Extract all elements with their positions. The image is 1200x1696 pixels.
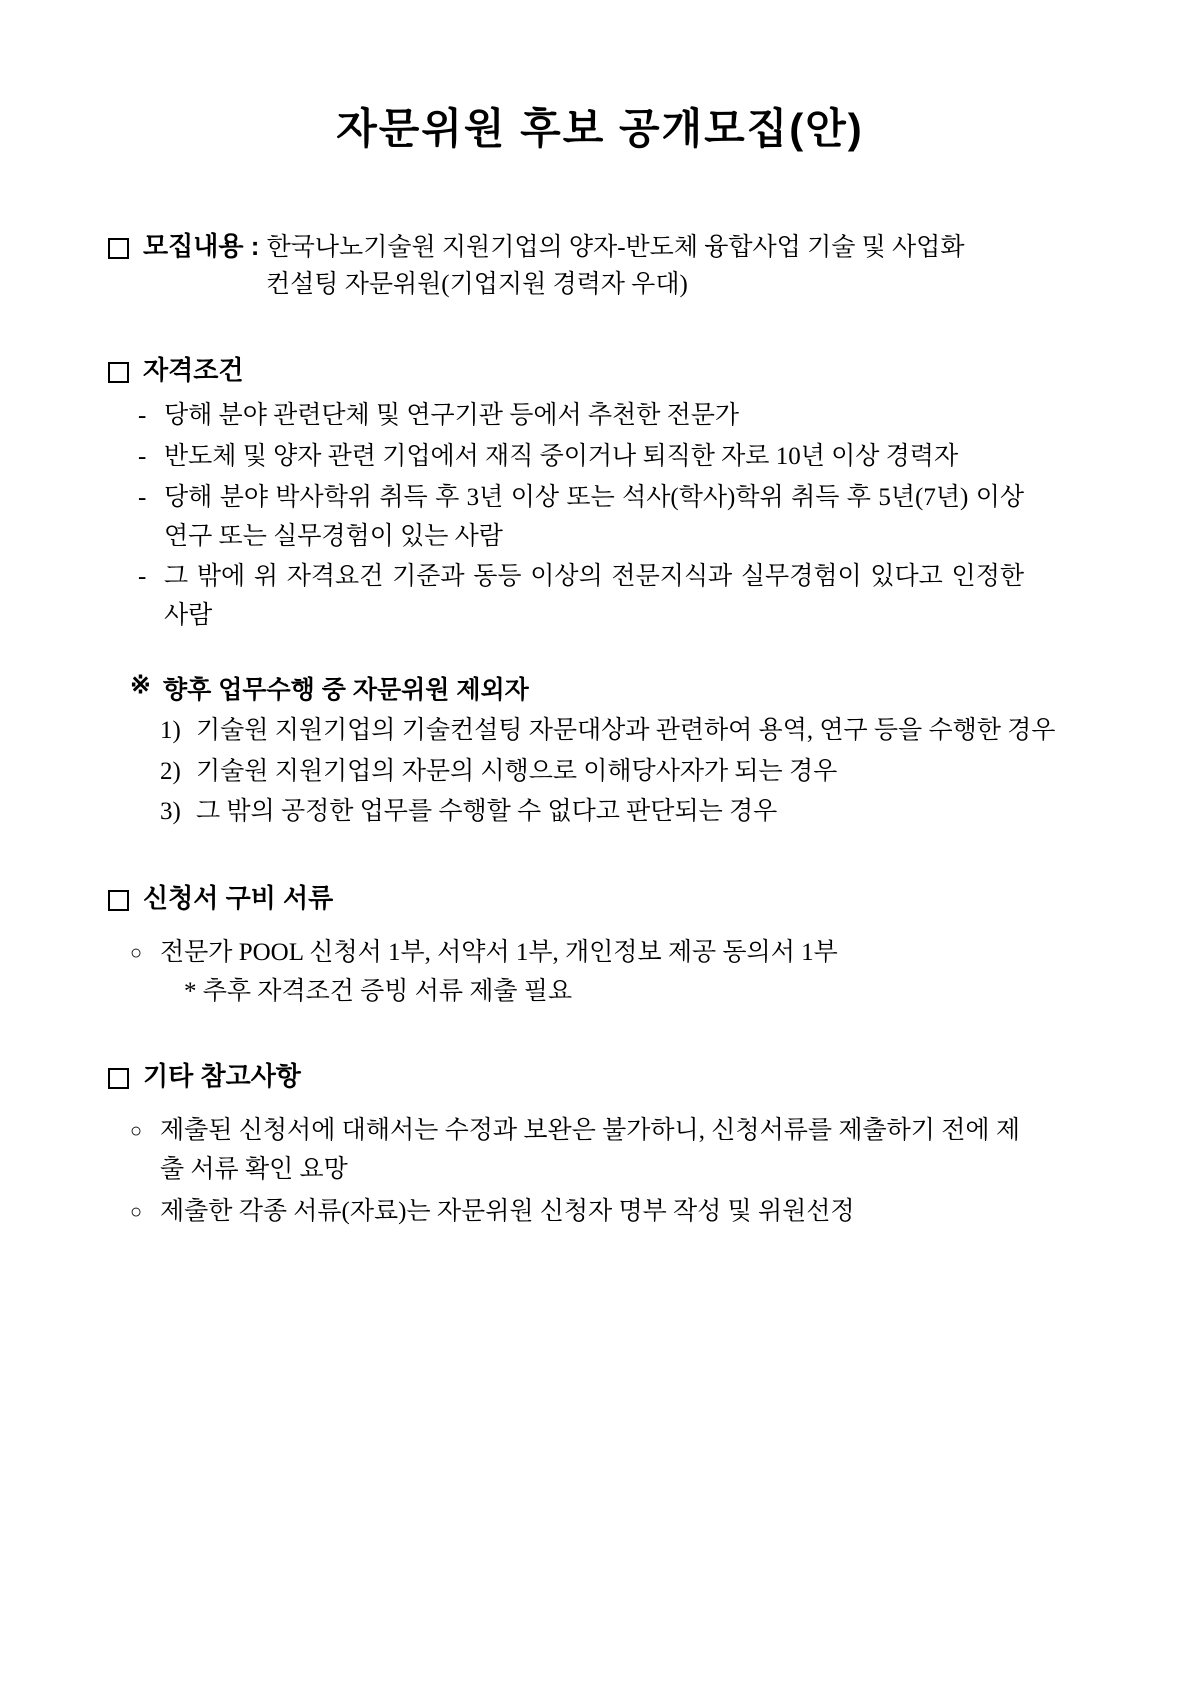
square-bullet-icon — [108, 238, 129, 259]
list-item — [108, 753, 1092, 792]
recruit-heading-wrap — [143, 228, 964, 266]
circle-bullet-icon: ○ — [130, 1119, 143, 1142]
list-item — [108, 934, 1092, 1010]
list-item-text: 그 밖에 위 자격요건 기준과 동등 이상의 전문지식과 실무경험이 있다고 인정한 사람 — [164, 563, 1024, 630]
documents-heading: 신청서 구비 서류 — [143, 883, 334, 914]
list-item — [108, 479, 1092, 557]
section-notes — [108, 1058, 1092, 1232]
exclusion-list — [108, 712, 1092, 832]
list-number: 3) — [160, 798, 181, 826]
documents-list — [108, 934, 1092, 1010]
dash-mark: - — [138, 563, 147, 591]
reference-mark-icon: ※ — [130, 670, 151, 699]
exclusion-heading: 향후 업무수행 중 자문위원 제외자 — [162, 675, 529, 704]
list-item-text: 기술원 지원기업의 기술컨설팅 자문대상과 관련하여 용역, 연구 등을 수행한 경우 — [196, 716, 1056, 744]
documents-heading-row — [108, 880, 1092, 918]
notes-list — [108, 1112, 1092, 1232]
recruit-heading-row — [108, 228, 1092, 266]
section-qualification — [108, 352, 1092, 636]
documents-sub-note: * 추후 자격조건 증빙 서류 제출 필요 — [184, 977, 573, 1005]
circle-bullet-icon: ○ — [130, 941, 143, 964]
square-bullet-icon — [108, 890, 129, 911]
list-number: 2) — [160, 757, 181, 785]
list-item — [108, 793, 1092, 832]
dash-mark: - — [138, 402, 147, 430]
recruit-body-line2: 컨설팅 자문위원(기업지원 경력자 우대) — [266, 271, 688, 299]
list-item — [108, 438, 1092, 477]
qualification-heading-row — [108, 352, 1092, 390]
section-recruit — [108, 228, 1092, 304]
page-title: 자문위원 후보 공개모집(안) — [336, 105, 864, 152]
section-documents — [108, 880, 1092, 1010]
list-item-text: 당해 분야 박사학위 취득 후 3년 이상 또는 석사(학사)학위 취득 후 5년(7년) 이상 연구 또는 실무경험이 있는 사람 — [164, 483, 1024, 550]
list-item — [108, 712, 1092, 751]
recruit-heading: 모집내용 : — [143, 231, 260, 261]
dash-mark: - — [138, 443, 147, 471]
list-item-text: 기술원 지원기업의 자문의 시행으로 이해당사자가 되는 경우 — [196, 757, 838, 785]
notes-heading-row — [108, 1058, 1092, 1096]
list-item-text: 반도체 및 양자 관련 기업에서 재직 중이거나 퇴직한 자로 10년 이상 경력자 — [164, 443, 959, 471]
section-exclusion — [108, 670, 1092, 832]
dash-mark: - — [138, 483, 147, 511]
notes-heading: 기타 참고사항 — [143, 1061, 301, 1092]
list-item-text: 그 밖의 공정한 업무를 수행할 수 없다고 판단되는 경우 — [196, 798, 778, 826]
circle-bullet-icon: ○ — [130, 1201, 143, 1224]
qualification-list — [108, 397, 1092, 636]
list-item-text: 제출한 각종 서류(자료)는 자문위원 신청자 명부 작성 및 위원선정 — [160, 1198, 855, 1226]
list-item — [108, 1193, 1092, 1232]
list-item-wrap — [160, 934, 838, 1010]
list-item — [108, 1112, 1092, 1190]
list-item-text: 당해 분야 관련단체 및 연구기관 등에서 추천한 전문가 — [164, 402, 740, 430]
list-item-text: 제출된 신청서에 대해서는 수정과 보완은 불가하니, 신청서류를 제출하기 전에 제출 서류 확인 요망 — [160, 1116, 1020, 1183]
list-item — [108, 558, 1092, 636]
square-bullet-icon — [108, 1068, 129, 1089]
square-bullet-icon — [108, 362, 129, 383]
list-number: 1) — [160, 716, 181, 744]
recruit-body-line1: 한국나노기술원 지원기업의 양자-반도체 융합사업 기술 및 사업화 — [266, 234, 965, 261]
exclusion-heading-row — [108, 670, 1092, 706]
qualification-heading: 자격조건 — [143, 354, 244, 385]
list-item-text: 전문가 POOL 신청서 1부, 서약서 1부, 개인정보 제공 동의서 1부 — [160, 938, 838, 966]
list-item — [108, 397, 1092, 436]
